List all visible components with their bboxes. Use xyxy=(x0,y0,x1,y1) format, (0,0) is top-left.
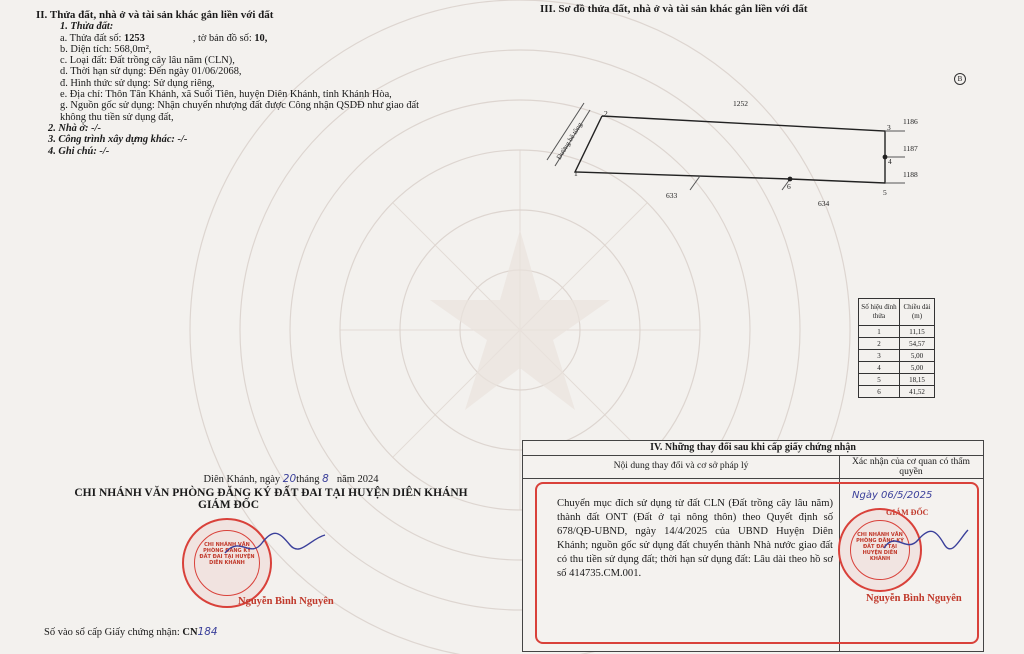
vertex-1: 1 xyxy=(574,169,578,178)
confirm-date: Ngày 06/5/2025 xyxy=(852,490,933,501)
term-line: d. Thời hạn sử dụng: Đến ngày 01/06/2068, xyxy=(60,66,242,78)
edge-length-table xyxy=(858,298,935,398)
signature-block xyxy=(36,473,506,511)
origin-line: g. Nguồn gốc sử dụng: Nhận chuyển nhượng đất được Công nhận QSDĐ như giao đất xyxy=(60,100,420,112)
changes-col-confirm: Xác nhận của cơ quan có thẩm quyền xyxy=(851,456,970,477)
table-row: 4 5,00 xyxy=(859,362,935,374)
registry-number: Số vào sổ cấp Giấy chứng nhận: CN184 xyxy=(44,626,218,638)
vertex-5: 5 xyxy=(883,188,887,197)
area-line: b. Diện tích: 568,0m², xyxy=(60,43,152,55)
parcel-label-1252: 1252 xyxy=(733,99,748,108)
issue-date: Diên Khánh, ngày 20tháng 8 năm 2024 xyxy=(203,473,379,485)
changes-header xyxy=(523,456,983,479)
north-arrow-icon: B xyxy=(954,73,966,85)
table-row: 3 5,00 xyxy=(859,350,935,362)
confirm-role: GIÁM ĐỐC xyxy=(886,508,929,517)
usage-form-line: đ. Hình thức sử dụng: Sử dụng riêng, xyxy=(60,77,215,89)
land-type-line: c. Loại đất: Đất trồng cây lâu năm (CLN), xyxy=(60,55,235,67)
table-row: 6 41,52 xyxy=(859,386,935,398)
change-content: Chuyển mục đích sử dụng từ đất CLN (Đất trồng cây lâu năm) thành đất ONT (Đất ở tại nông thôn) theo Quyết định số 678/QĐ-UBND, ngày 14/4/2025 của UBND Huyện Diên Khánh; nguồn gốc sử dụng đất chuyển thành Nhà nước giao đất có thu tiền sử dụng đất; thời hạn sử dụng đất: Lâu dài theo hồ sơ số 414735.CM.001. xyxy=(557,498,833,579)
director-title: GIÁM ĐỐC xyxy=(198,499,260,511)
origin-line-2: không thu tiền sử dụng đất, xyxy=(60,111,174,123)
other-works-line: 3. Công trình xây dựng khác: -/- xyxy=(48,134,188,146)
parcel-label-1188: 1188 xyxy=(903,170,918,179)
table-header-length: Chiều dài (m) xyxy=(900,299,935,326)
parcel-label-634: 634 xyxy=(818,199,830,208)
parcel-label-1187: 1187 xyxy=(903,144,918,153)
parcel-line: a. Thửa đất số: 1253 , tờ bản đồ số: 10, xyxy=(60,32,268,44)
map-sheet: 10, xyxy=(254,32,268,44)
table-row: 1 11,15 xyxy=(859,326,935,338)
signer-name-left: Nguyễn Bình Nguyên xyxy=(238,596,334,607)
office-stamp-right: CHI NHÁNH VĂN PHÒNG ĐĂNG KÝ ĐẤT ĐAI TẠI HUYỆN DIÊN KHÁNH xyxy=(838,508,922,592)
issue-day: 20 xyxy=(282,473,297,485)
issuing-office: CHI NHÁNH VĂN PHÒNG ĐĂNG KÝ ĐẤT ĐAI TẠI HUYỆN DIÊN KHÁNH xyxy=(74,487,468,499)
signer-name-right: Nguyễn Bình Nguyên xyxy=(866,593,962,604)
vertex-2: 2 xyxy=(604,109,608,118)
parcel-label-1186: 1186 xyxy=(903,117,918,126)
handwritten-signature-left xyxy=(220,525,330,565)
vertex-6: 6 xyxy=(787,182,791,191)
parcel-label-633: 633 xyxy=(666,191,678,200)
office-stamp-left: CHI NHÁNH VĂN PHÒNG ĐĂNG KÝ ĐẤT ĐAI TẠI HUYỆN DIÊN KHÁNH xyxy=(182,518,272,608)
parcel-number: 1253 xyxy=(124,32,145,44)
address-line: e. Địa chỉ: Thôn Tân Khánh, xã Suối Tiên, huyện Diên Khánh, tỉnh Khánh Hòa, xyxy=(60,89,392,101)
land-heading: 1. Thửa đất: xyxy=(60,21,114,33)
section4-title: IV. Những thay đổi sau khi cấp giấy chứng nhận xyxy=(523,441,983,456)
vertex-3: 3 xyxy=(887,123,891,132)
road-label: Đường bê tông xyxy=(554,121,585,162)
table-header-vertex: Số hiệu đỉnh thửa xyxy=(859,299,900,326)
issue-month: 8 xyxy=(322,473,329,485)
table-row: 2 54,57 xyxy=(859,338,935,350)
changes-col-content: Nội dung thay đổi và cơ sở pháp lý xyxy=(613,460,749,471)
note-line: 4. Ghi chú: -/- xyxy=(48,145,110,157)
house-line: 2. Nhà ở: -/- xyxy=(48,122,101,134)
section2-title: II. Thửa đất, nhà ở và tài sản khác gắn liền với đất xyxy=(36,9,274,21)
vertex-4: 4 xyxy=(888,157,892,166)
table-row: 5 18,15 xyxy=(859,374,935,386)
section3-title: III. Sơ đồ thửa đất, nhà ở và tài sản khác gắn liền với đất xyxy=(540,3,808,15)
highlight-box xyxy=(535,482,979,644)
